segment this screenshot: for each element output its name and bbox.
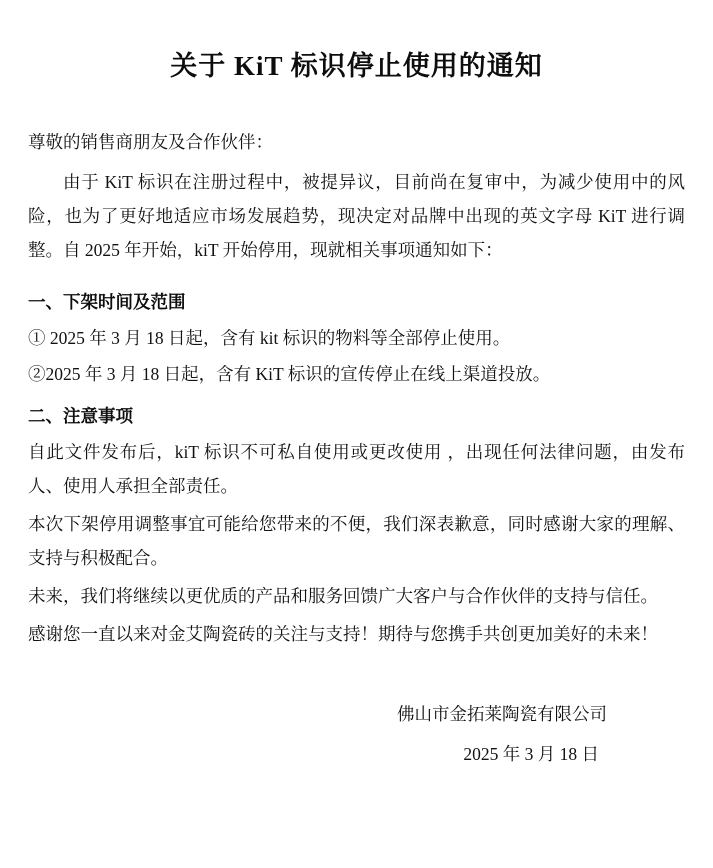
section-1-item-1: ① 2025 年 3 月 18 日起，含有 kit 标识的物料等全部停止使用。 xyxy=(28,328,511,348)
section-2-item-3: 未来，我们将继续以更优质的产品和服务回馈广大客户与合作伙伴的支持与信任。 xyxy=(28,586,658,606)
signature-block xyxy=(28,697,685,771)
section-1-item-2: ②2025 年 3 月 18 日起，含有 KiT 标识的宣传停止在线上渠道投放。 xyxy=(28,364,551,384)
document-body xyxy=(0,125,713,771)
page-title: 关于 KiT 标识停止使用的通知 xyxy=(170,51,543,81)
salutation: 尊敬的销售商朋友及合作伙伴： xyxy=(28,132,273,152)
section-2-item-1: 自此文件发布后，kiT 标识不可私自使用或更改使用 ，出现任何法律问题，由发布人、使用人承担全部责任。 xyxy=(28,442,685,496)
signature-date: 2025 年 3 月 18 日 xyxy=(463,744,599,764)
section-2-item-2: 本次下架停用调整事宜可能给您带来的不便，我们深表歉意，同时感谢大家的理解、支持与积极配合。 xyxy=(28,514,685,568)
intro-paragraph: 由于 KiT 标识在注册过程中，被提异议，目前尚在复审中，为减少使用中的风险，也为了更好地适应市场发展趋势，现决定对品牌中出现的英文字母 KiT 进行调整。自 2025 年开始，kiT 开始停用，现就相关事项通知如下： xyxy=(28,172,685,260)
signature-company: 佛山市金拓莱陶瓷有限公司 xyxy=(397,704,607,724)
spacer xyxy=(28,271,685,277)
section-heading-1: 一、下架时间及范围 xyxy=(28,292,186,312)
section-heading-2: 二、注意事项 xyxy=(28,406,133,426)
section-2-item-4: 感谢您一直以来对金艾陶瓷砖的关注与支持！期待与您携手共创更加美好的未来！ xyxy=(28,624,658,644)
